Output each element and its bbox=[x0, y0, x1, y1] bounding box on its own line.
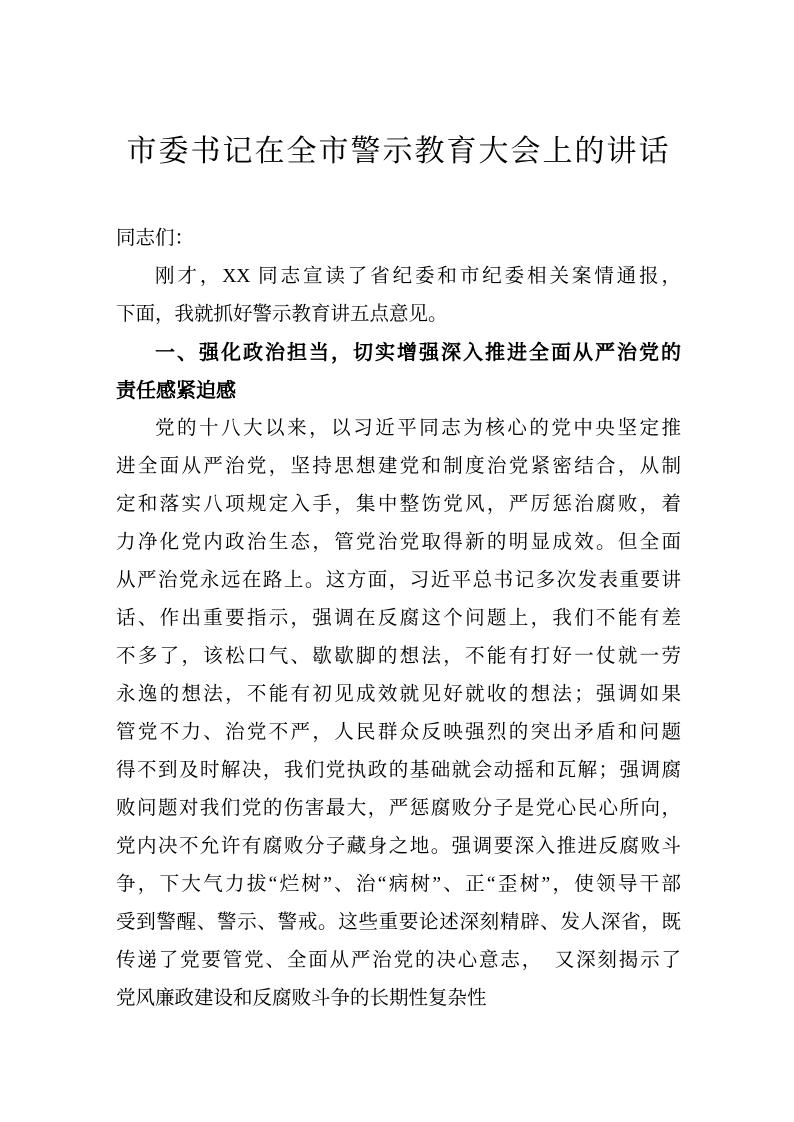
text-line: 党内决不允许有腐败分子藏身之地。强调要深入推进反腐败斗 bbox=[116, 836, 681, 857]
document-body bbox=[116, 220, 681, 1018]
text-line: 永逸的想法，不能有初见成效就见好就收的想法；强调如果 bbox=[116, 684, 681, 705]
text-line: 进全面从严治党，坚持思想建党和制度治党紧密结合，从制 bbox=[116, 456, 681, 477]
text-line: 得不到及时解决，我们党执政的基础就会动摇和瓦解；强调腐 bbox=[116, 760, 681, 781]
text-line: 败问题对我们党的伤害最大，严惩腐败分子是党心民心所向， bbox=[116, 798, 681, 819]
text-line: 下面，我就抓好警示教育讲五点意见。 bbox=[116, 304, 448, 325]
text-line: 不多了，该松口气、歇歇脚的想法，不能有打好一仗就一劳 bbox=[116, 646, 681, 667]
text-line: 力净化党内政治生态，管党治党取得新的明显成效。但全面 bbox=[116, 532, 681, 553]
text-line: 争，下大气力拔“烂树”、治“病树”、正“歪树”，使领导干部 bbox=[116, 874, 681, 895]
text-line: 受到警醒、警示、警戒。这些重要论述深刻精辟、发人深省，既 bbox=[116, 912, 681, 933]
heading-line: 责任感紧迫感 bbox=[116, 380, 236, 402]
text-line: 从严治党永远在路上。这方面，习近平总书记多次发表重要讲 bbox=[116, 570, 681, 591]
text-line: 传递了党要管党、全面从严治党的决心意志， 又深刻揭示了 bbox=[116, 950, 681, 971]
title-body-gap bbox=[116, 174, 681, 220]
text-line: 刚才，XX 同志宣读了省纪委和市纪委相关案情通报， bbox=[155, 266, 681, 287]
text-line: 话、作出重要指示，强调在反腐这个问题上，我们不能有差 bbox=[116, 608, 681, 629]
text-line: 管党不力、治党不严，人民群众反映强烈的突出矛盾和问题 bbox=[116, 722, 681, 743]
text-line: 定和落实八项规定入手，集中整饬党风，严厉惩治腐败，着 bbox=[116, 494, 681, 515]
heading-line: 一、强化政治担当，切实增强深入推进全面从严治党的 bbox=[155, 342, 681, 364]
text-line: 同志们： bbox=[116, 228, 195, 249]
document-title: 市委书记在全市警示教育大会上的讲话 bbox=[126, 135, 671, 168]
text-line: 党的十八大以来，以习近平同志为核心的党中央坚定推 bbox=[155, 418, 681, 439]
text-line: 党风廉政建设和反腐败斗争的长期性复杂性 bbox=[116, 988, 487, 1009]
